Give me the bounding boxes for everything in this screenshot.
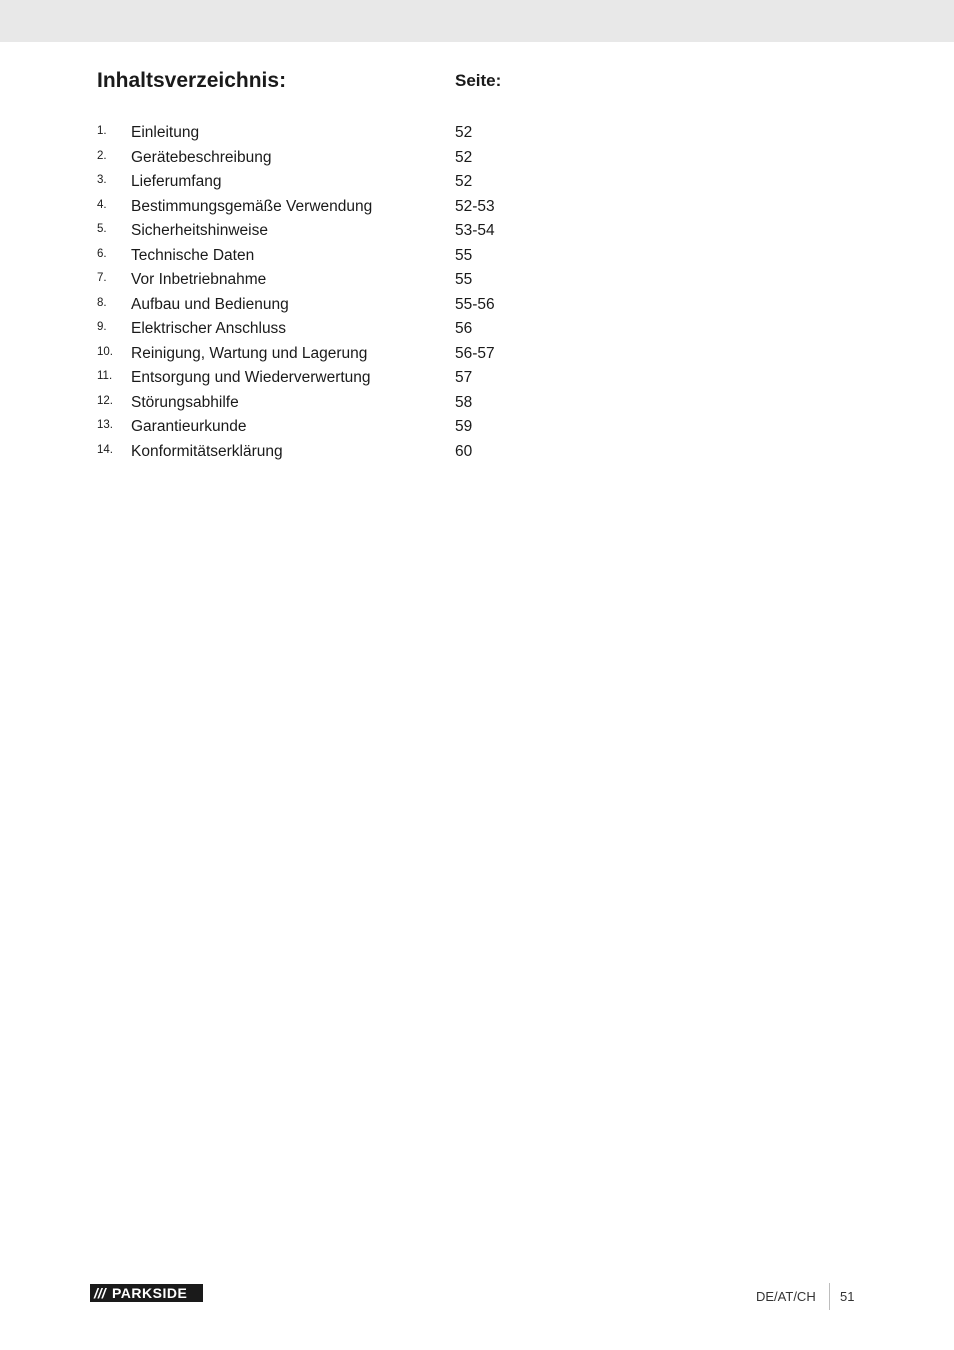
toc-entry-number: 11. [97,370,113,382]
toc-entry-page: 52 [455,173,473,190]
toc-entry[interactable] [97,343,577,368]
toc-entry-number: 1. [97,125,107,137]
toc-entry-label: Vor Inbetriebnahme [131,271,267,288]
footer-divider [829,1283,830,1310]
toc-entry[interactable] [97,196,577,221]
toc-entry-number: 12. [97,394,113,407]
toc-entry-number: 5. [97,223,107,235]
toc-entry-page: 55 [455,246,473,264]
toc-entry-page: 56-57 [455,344,495,362]
toc-entry-number: 10. [97,345,113,358]
toc-entry[interactable] [97,220,577,245]
logo-text: PARKSIDE [112,1285,188,1301]
toc-entry[interactable] [97,269,577,294]
logo-stripes: /// [94,1285,106,1301]
toc-entry-number: 7. [97,272,107,284]
toc-entry[interactable] [97,122,577,147]
toc-entry-label: Sicherheitshinweise [131,222,268,239]
toc-entry-page: 52-53 [455,197,495,215]
toc-entry-page: 55 [455,271,473,288]
top-band [0,0,954,42]
footer-page-number: 51 [840,1289,855,1304]
toc-entry-page: 59 [455,418,473,435]
toc-entry-label: Störungsabhilfe [131,393,239,411]
toc-entry-label: Reinigung, Wartung und Lagerung [131,344,368,362]
toc-entry-label: Konformitätserklärung [131,442,283,460]
toc-entry-label: Entsorgung und Wiederverwertung [131,369,371,386]
toc-entry-label: Gerätebeschreibung [131,148,272,166]
toc-entry-page: 56 [455,320,473,337]
toc-entry-number: 4. [97,198,107,211]
toc-entry-page: 52 [455,148,473,166]
toc-entry[interactable] [97,245,577,270]
footer-region: DE/AT/CH [756,1289,816,1304]
toc-entry[interactable] [97,441,577,466]
toc-entry-label: Lieferumfang [131,173,222,190]
page-column-header: Seite: [455,71,502,90]
toc-entry[interactable] [97,318,577,343]
toc-entry-label: Elektrischer Anschluss [131,320,287,337]
toc-list [97,122,577,465]
toc-entry-label: Technische Daten [131,246,255,264]
toc-entry[interactable] [97,416,577,441]
toc-entry-label: Garantieurkunde [131,418,247,435]
toc-entry[interactable] [97,171,577,196]
toc-entry[interactable] [97,147,577,172]
toc-entry-label: Aufbau und Bedienung [131,295,289,313]
toc-entry-number: 13. [97,419,113,431]
toc-entry-number: 14. [97,443,113,456]
toc-entry-number: 8. [97,296,107,309]
toc-entry-page: 60 [455,442,473,460]
toc-entry-number: 6. [97,247,107,260]
toc-entry-page: 55-56 [455,295,495,313]
toc-entry[interactable] [97,294,577,319]
toc-entry-number: 2. [97,149,107,162]
toc-entry-label: Einleitung [131,124,200,141]
toc-entry-page: 58 [455,393,473,411]
toc-entry[interactable] [97,367,577,392]
toc-entry-label: Bestimmungsgemäße Verwendung [131,197,373,215]
toc-entry-page: 52 [455,124,473,141]
parkside-logo [90,1284,203,1302]
toc-entry-page: 53-54 [455,222,495,239]
toc-title: Inhaltsverzeichnis: [97,69,287,92]
toc-entry-number: 9. [97,321,107,333]
toc-entry[interactable] [97,392,577,417]
toc-entry-number: 3. [97,174,107,186]
toc-entry-page: 57 [455,369,473,386]
